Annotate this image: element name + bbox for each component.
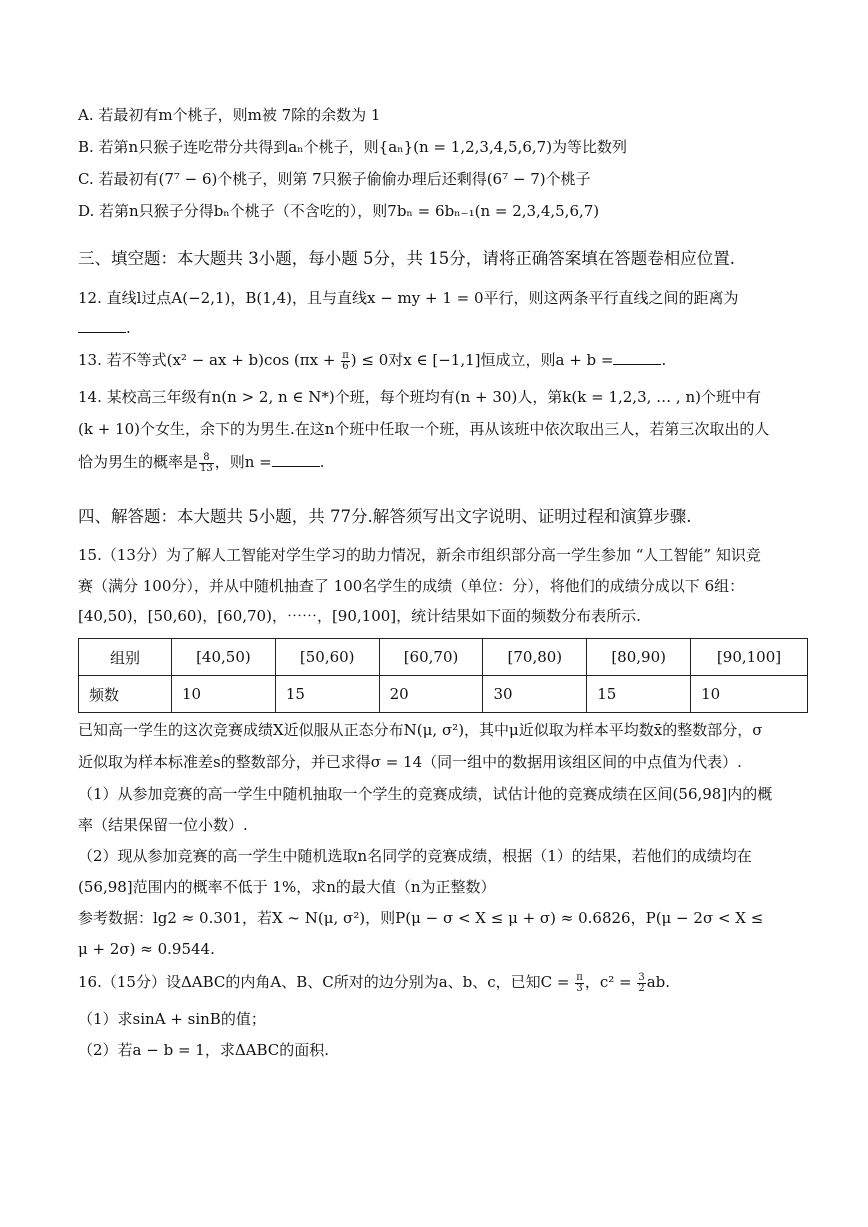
table-header-cell: [60,70) (379, 639, 483, 676)
table-cell: 10 (172, 676, 276, 713)
frac-num: π (342, 349, 349, 361)
question-15-part2a: （2）现从参加竞赛的高一学生中随机选取n名同学的竞赛成绩，根据（1）的结果，若他们的成绩均在 (78, 847, 752, 865)
q12-text: 12. 直线l过点A(−2,1)，B(1,4)，且与直线x − my + 1 = 0平行，则这两条平行直线之间的距离为 (78, 289, 739, 307)
fraction-pi-over-6 (341, 351, 350, 372)
table-header-cell: 组别 (79, 639, 172, 676)
q16-pre: 16.（15分）设ΔABC的内角A、B、C所对的边分别为a、b、c，已知C = (78, 973, 575, 991)
q14-line3-pre: 恰为男生的概率是 (78, 453, 199, 471)
section-4-heading: 四、解答题：本大题共 5小题，共 77分.解答须写出文字说明、证明过程和演算步骤. (78, 507, 692, 526)
option-a: A. 若最初有m个桃子，则m被 7除的余数为 1 (78, 106, 381, 124)
question-15-part1a: （1）从参加竞赛的高一学生中随机抽取一个学生的竞赛成绩，试估计他的竞赛成绩在区间(56,98]内的概 (78, 785, 773, 803)
fraction-8-over-13 (199, 453, 214, 474)
table-header-cell: [40,50) (172, 639, 276, 676)
q16-post: ab. (646, 973, 671, 991)
question-15-part1b: 率（结果保留一位小数）. (78, 816, 248, 834)
section-3-heading: 三、填空题：本大题共 3小题，每小题 5分，共 15分，请将正确答案填在答题卷相应位置. (78, 249, 735, 268)
table-header-cell: [50,60) (275, 639, 379, 676)
q13-pre: 13. 若不等式(x² − ax + b)cos (πx + (78, 351, 341, 369)
q12-end: . (126, 319, 131, 337)
answer-blank (272, 452, 320, 467)
question-14-line2: (k + 10)个女生，余下的为男生.在这n个班中任取一个班，再从该班中依次取出三人，若第三次取出的人 (78, 420, 770, 438)
table-header-cell: [80,90) (587, 639, 691, 676)
option-d: D. 若第n只猴子分得bₙ个桃子（不含吃的），则7bₙ = 6bₙ₋₁(n = 2,3,4,5,6,7) (78, 202, 600, 220)
frac-den: 2 (638, 982, 645, 994)
question-14-line3 (78, 451, 325, 474)
fraction-pi-over-3 (575, 973, 584, 994)
question-16-part1: （1）求sinA + sinB的值； (78, 1010, 266, 1028)
question-15-part2b: (56,98]范围内的概率不低于 1%，求n的最大值（n为正整数） (78, 878, 496, 896)
frac-den: 3 (576, 982, 583, 994)
table-cell: 15 (587, 676, 691, 713)
question-15-line1: 15.（13分）为了解人工智能对学生学习的助力情况，新余市组织部分高一学生参加 “人工智能” 知识竞 (78, 546, 761, 564)
q16-mid: ，c² = (584, 973, 637, 991)
frac-den: 6 (342, 360, 349, 372)
table-row-label: 频数 (79, 676, 172, 713)
question-15-line2: 赛（满分 100分），并从中随机抽查了 100名学生的成绩（单位：分），将他们的成绩分成以下 6组： (78, 577, 745, 595)
table-header-row (79, 639, 808, 676)
table-cell: 20 (379, 676, 483, 713)
option-c: C. 若最初有(7⁷ − 6)个桃子，则第 7只猴子偷偷办理后还剩得(6⁷ − 7)个桃子 (78, 170, 591, 188)
question-14-line1: 14. 某校高三年级有n(n > 2, n ∈ N*)个班，每个班均有(n + 30)人，第k(k = 1,2,3, … , n)个班中有 (78, 388, 761, 406)
frac-num: π (576, 971, 583, 983)
table-cell: 15 (275, 676, 379, 713)
answer-blank (78, 318, 126, 333)
q14-end: . (319, 453, 325, 471)
question-16-part2: （2）若a − b = 1，求ΔABC的面积. (78, 1041, 330, 1059)
frequency-table (78, 638, 808, 713)
table-header-cell: [70,80) (483, 639, 587, 676)
question-15-line3: [40,50)，[50,60)，[60,70)，⋯⋯，[90,100]，统计结果如下面的频数分布表所示. (78, 607, 641, 625)
table-row (79, 676, 808, 713)
question-16 (78, 971, 670, 994)
fraction-3-over-2 (637, 973, 645, 994)
frac-num: 3 (638, 971, 645, 983)
table-cell: 10 (691, 676, 808, 713)
frac-num: 8 (199, 453, 214, 464)
question-13 (78, 349, 666, 372)
question-15-after1: 已知高一学生的这次竞赛成绩X近似服从正态分布N(μ, σ²)，其中μ近似取为样本平均数x̄的整数部分，σ (78, 721, 763, 739)
question-15-after2: 近似取为样本标准差s的整数部分，并已求得σ = 14（同一组中的数据用该组区间的中点值为代表）. (78, 753, 742, 771)
q13-post: ) ≤ 0对x ∈ [−1,1]恒成立，则a + b = (350, 351, 614, 369)
question-12 (78, 287, 739, 309)
question-12-answer-line (78, 317, 131, 339)
option-b: B. 若第n只猴子连吃带分共得到aₙ个桃子，则{aₙ}(n = 1,2,3,4,5,6,7)为等比数列 (78, 138, 628, 156)
frac-den: 13 (200, 462, 213, 474)
q13-end: . (661, 351, 667, 369)
table-cell: 30 (483, 676, 587, 713)
answer-blank (613, 350, 661, 365)
q14-line3-post: ，则n = (214, 453, 272, 471)
question-15-reference1: 参考数据：lg2 ≈ 0.301，若X ~ N(μ, σ²)，则P(μ − σ < X ≤ μ + σ) ≈ 0.6826，P(μ − 2σ < X ≤ (78, 909, 764, 927)
table-header-cell: [90,100] (691, 639, 808, 676)
question-15-reference2: μ + 2σ) ≈ 0.9544. (78, 940, 215, 958)
